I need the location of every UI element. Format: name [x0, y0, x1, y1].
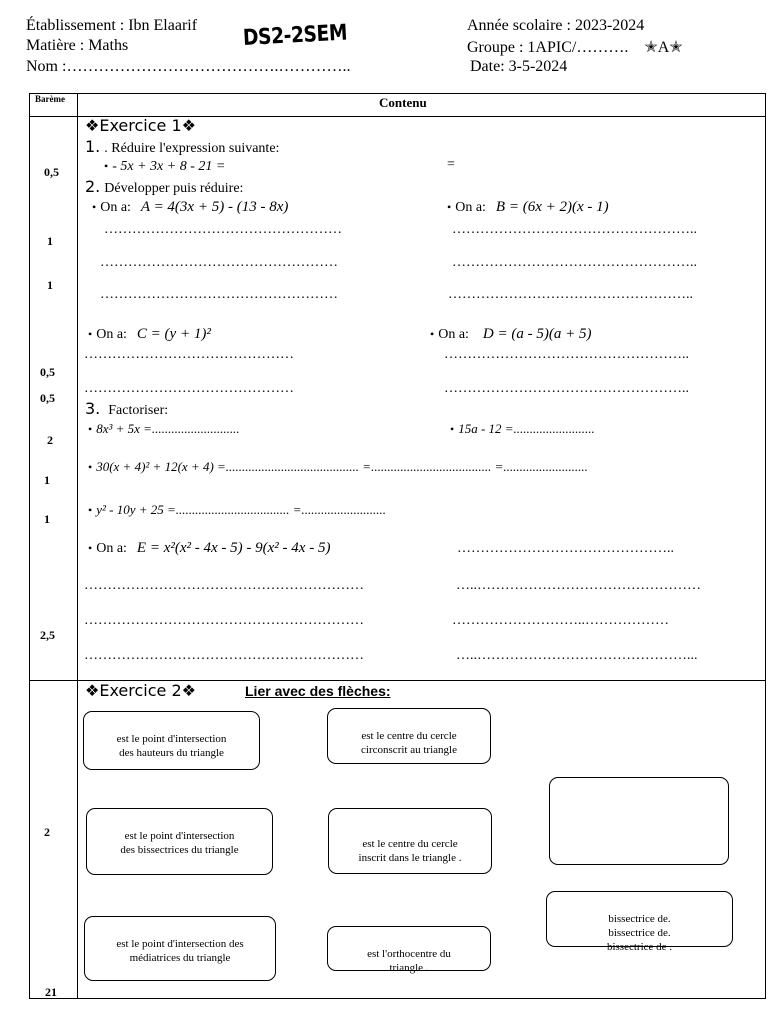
answer-line: …………………………………………….. [444, 347, 689, 362]
column-header-contenu: Contenu [379, 95, 427, 110]
matiere: Matière : Maths [26, 37, 129, 54]
bullet-icon: • [88, 503, 93, 517]
bareme-value: 0,5 [40, 365, 55, 379]
bareme-value: 1 [44, 512, 50, 526]
expression-a: • On a: A = 4(3x + 5) - (13 - 8x) [92, 199, 289, 215]
answer-line: …………………………………………………… [84, 613, 364, 628]
question-2 [85, 177, 243, 197]
question-1 [85, 137, 279, 157]
question-3 [85, 399, 168, 419]
bareme-total: 21 [45, 985, 57, 999]
match-box-hauteurs[interactable] [83, 711, 260, 770]
answer-line: ……………………………………….. [457, 541, 674, 556]
bullet-icon: • [88, 460, 93, 474]
bareme-value: 0,5 [44, 165, 59, 179]
answer-line: …………………………………………… [104, 222, 342, 237]
answer-line: ………………………..……………… [452, 613, 669, 628]
question-1-expression: • - 5x + 3x + 8 - 21 = [104, 159, 226, 174]
question-2-text: Développer puis réduire: [104, 181, 244, 196]
question-1-text: . Réduire l'expression suivante: [104, 141, 280, 156]
expression-d: • On a: D = (a - 5)(a + 5) [430, 326, 592, 342]
match-box-text: est le point d'intersection des médiatrices du triangle [116, 938, 244, 964]
factor-2: • 15a - 12 =......................... [450, 421, 595, 436]
answer-line: …………………………………………… [100, 255, 338, 270]
bullet-icon: • [450, 422, 455, 436]
column-header-bareme: Barème [35, 94, 65, 104]
match-box-text: est le point d'intersection des bissectrices du triangle [120, 830, 239, 856]
answer-line: …..………………………………………… [456, 578, 701, 593]
match-box-mediatrices[interactable] [84, 916, 276, 981]
expression-b: • On a: B = (6x + 2)(x - 1) [447, 199, 609, 215]
expression-c: • On a: C = (y + 1)² [88, 326, 211, 342]
bareme-value: 1 [47, 234, 53, 248]
answer-line: …………………………………………….. [452, 255, 697, 270]
answer-line: …………………………………………….. [452, 222, 697, 237]
match-box-bissectrices[interactable] [86, 808, 273, 875]
bullet-icon: • [88, 327, 93, 341]
answer-line: ……………………………………… [84, 347, 294, 362]
bareme-value: 1 [44, 473, 50, 487]
date: Date: 3-5-2024 [470, 58, 568, 75]
column-divider [77, 93, 78, 999]
bareme-value: 2 [44, 825, 50, 839]
match-box-cercle-inscrit[interactable] [328, 808, 492, 874]
answer-line: ……………………………………… [84, 381, 294, 396]
answer-line: …………………………………………………… [84, 648, 364, 663]
bareme-value: 0,5 [40, 391, 55, 405]
exercise-2-title: ❖Exercice 2❖ [85, 681, 196, 700]
question-1-number: 1. [85, 137, 101, 156]
bullet-icon: • [104, 159, 109, 173]
match-box-text: est l'orthocentre du triangle . [367, 948, 451, 974]
bareme-value: 2 [47, 433, 53, 447]
expression-e: • On a: E = x²(x² - 4x - 5) - 9(x² - 4x - 5) [88, 540, 331, 556]
match-box-orthocentre[interactable] [327, 926, 491, 974]
answer-line: …………………………………………….. [444, 381, 689, 396]
page-title: DS2-2SEM [242, 20, 348, 51]
groupe-label: Groupe : 1APIC/………. [467, 39, 629, 56]
groupe [467, 37, 683, 57]
question-2-number: 2. [85, 177, 101, 196]
factor-3: • 30(x + 4)² + 12(x + 4) =......................................... =..................................... =.......................... [88, 459, 588, 474]
answer-line: …………………………………………………… [84, 578, 364, 593]
bareme-value: 1 [47, 278, 53, 292]
match-box-bissectrice-de[interactable] [546, 891, 733, 953]
match-box-text: est le centre du cercle circonscrit au triangle [361, 730, 457, 756]
question-3-text: Factoriser: [108, 403, 169, 418]
bullet-icon: • [430, 327, 435, 341]
match-box-empty[interactable] [549, 777, 729, 865]
bareme-value: 2,5 [40, 628, 55, 642]
match-box-cercle-circonscrit[interactable] [327, 708, 491, 764]
factor-4: • y² - 10y + 25 =................................... =.......................... [88, 502, 387, 517]
bullet-icon: • [92, 200, 97, 214]
exercise-1-title: ❖Exercice 1❖ [85, 116, 196, 135]
match-box-text: est le point d'intersection des hauteurs du triangle [116, 733, 227, 759]
bullet-icon: • [447, 200, 452, 214]
answer-line: …..………………………………………... [456, 648, 698, 663]
bullet-icon: • [88, 541, 93, 555]
match-box-text: est le centre du cercle inscrit dans le triangle . [358, 838, 462, 864]
match-box-text: bissectrice de. bissectrice de. bissectrice de . [606, 913, 673, 953]
question-1-equal: = [447, 157, 455, 172]
nom-field: Nom :………………………………….………….. [26, 58, 351, 75]
factor-1: • 8x³ + 5x =........................... [88, 421, 240, 436]
groupe-mark: ✭A✭ [644, 39, 683, 56]
etablissement: Établissement : Ibn Elaarif [26, 17, 198, 34]
answer-line: …………………………………………….. [448, 287, 693, 302]
bullet-icon: • [88, 422, 93, 436]
annee-scolaire: Année scolaire : 2023-2024 [467, 17, 645, 34]
answer-line: …………………………………………… [100, 287, 338, 302]
question-3-number: 3. [85, 399, 101, 418]
exercise-2-instruction: Lier avec des flèches: [245, 683, 391, 699]
